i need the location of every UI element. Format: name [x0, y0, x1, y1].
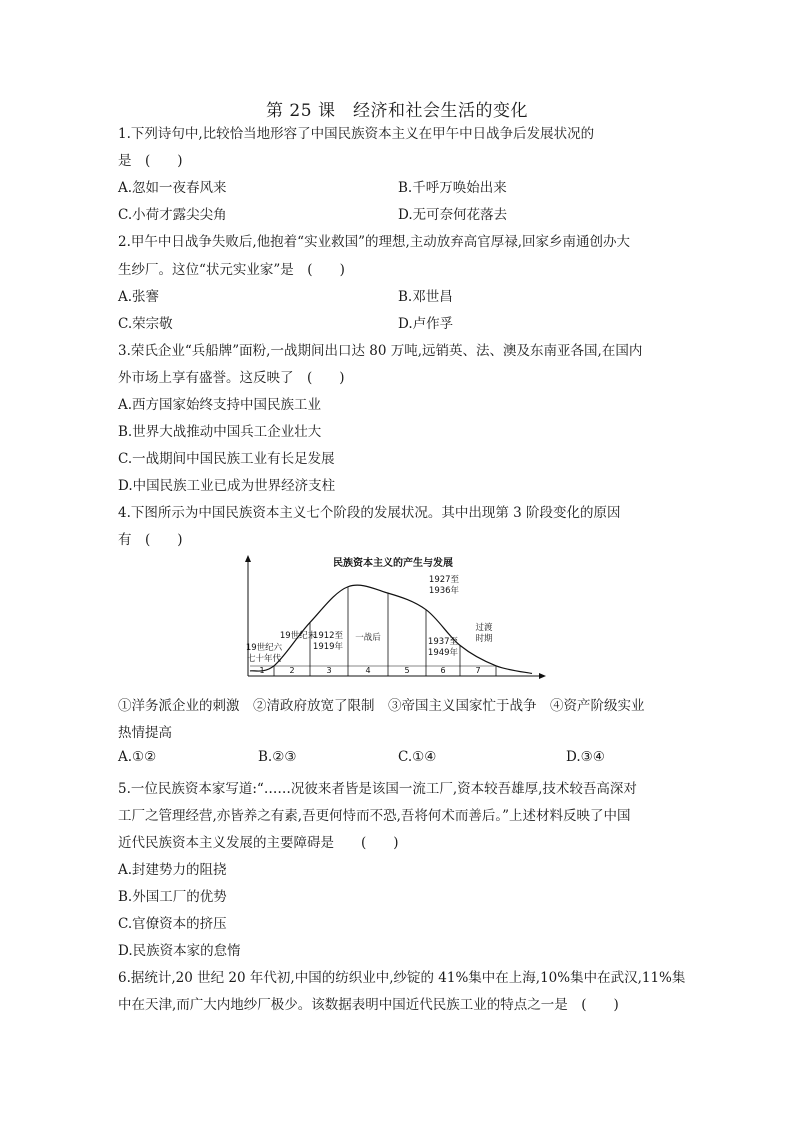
q3-option-c[interactable]: C.一战期间中国民族工业有长足发展 [118, 451, 335, 467]
q4-option-c[interactable]: C.①④ [398, 749, 437, 765]
q4-statements-line1: ①洋务派企业的刺激 ②清政府放宽了限制 ③帝国主义国家忙于战争 ④资产阶级实业 [118, 698, 645, 714]
stage-number: 7 [475, 666, 481, 675]
q1-stem-line2: 是 ( ) [118, 153, 183, 169]
q3-stem-line1: 3.荣氏企业“兵船牌”面粉,一战期间出口达 80 万吨,远销英、法、澳及东南亚各国,在国内 [118, 343, 643, 359]
stage-label: 七十年代 [246, 654, 282, 664]
q4-option-b[interactable]: B.②③ [258, 749, 297, 765]
q4-option-a[interactable]: A.①② [118, 749, 157, 765]
stage-label: 1919年 [312, 642, 344, 652]
q4-stem-line1: 4.下图所示为中国民族资本主义七个阶段的发展状况。其中出现第 3 阶段变化的原因 [118, 505, 621, 521]
stage-label: 时期 [475, 634, 493, 644]
capitalism-development-chart [238, 552, 548, 684]
stage-label: 19世纪末 [279, 631, 317, 641]
q5-option-d[interactable]: D.民族资本家的怠惰 [118, 943, 241, 959]
stage-label: 1949年 [427, 648, 459, 658]
q2-stem-line2: 生纱厂。这位“状元实业家”是 ( ) [118, 262, 345, 278]
q1-option-d[interactable]: D.无可奈何花落去 [398, 207, 508, 223]
stage-number: 6 [440, 666, 446, 675]
q2-option-d[interactable]: D.卢作孚 [398, 316, 454, 332]
q2-option-a[interactable]: A.张謇 [118, 289, 160, 305]
q2-option-b[interactable]: B.邓世昌 [398, 289, 453, 305]
q4-option-d[interactable]: D.③④ [566, 749, 605, 765]
q2-stem-line1: 2.甲午中日战争失败后,他抱着“实业救国”的理想,主动放弃高官厚禄,回家乡南通创办大 [118, 234, 631, 250]
q4-stem-line2: 有 ( ) [118, 532, 183, 548]
q4-statements-line2: 热情提高 [118, 725, 172, 741]
q2-option-c[interactable]: C.荣宗敬 [118, 316, 173, 332]
stage-number: 4 [365, 666, 371, 675]
q5-option-b[interactable]: B.外国工厂的优势 [118, 889, 227, 905]
q1-option-a[interactable]: A.忽如一夜春风来 [118, 180, 227, 196]
q5-option-c[interactable]: C.官僚资本的挤压 [118, 916, 227, 932]
stage-number: 2 [289, 666, 295, 675]
q5-stem-line2: 工厂之管理经营,亦皆养之有素,吾更何恃而不恐,吾将何术而善后。”上述材料反映了中国 [118, 808, 631, 824]
q1-option-b[interactable]: B.千呼万唤始出来 [398, 180, 507, 196]
q3-stem-line2: 外市场上享有盛誉。这反映了 ( ) [118, 370, 345, 386]
stage-label: 一战后 [355, 633, 381, 643]
q6-stem-line1: 6.据统计,20 世纪 20 年代初,中国的纺织业中,纱锭的 41%集中在上海,10%集中在武汉,11%集 [118, 970, 686, 986]
y-axis-arrow [245, 555, 251, 562]
chart-title: 民族资本主义的产生与发展 [333, 558, 453, 569]
stage-group [246, 575, 496, 676]
q3-option-a[interactable]: A.西方国家始终支持中国民族工业 [118, 397, 322, 413]
peak-label: 1936年 [428, 586, 460, 596]
stage-number: 5 [404, 666, 410, 675]
q3-option-b[interactable]: B.世界大战推动中国兵工企业壮大 [118, 424, 322, 440]
q1-stem-line1: 1.下列诗句中,比较恰当地形容了中国民族资本主义在甲午中日战争后发展状况的 [118, 126, 595, 142]
x-axis-arrow [539, 673, 546, 679]
q6-stem-line2: 中在天津,而广大内地纱厂极少。该数据表明中国近代民族工业的特点之一是 ( ) [118, 997, 619, 1013]
stage-label: 1912至 [312, 631, 344, 641]
stage-label: 19世纪六 [245, 643, 283, 653]
lesson-title: 第 25 课 经济和社会生活的变化 [266, 101, 528, 121]
q5-stem-line3: 近代民族资本主义发展的主要障碍是 ( ) [118, 835, 399, 851]
stage-label: 过渡 [475, 623, 493, 633]
q5-stem-line1: 5.一位民族资本家写道:“……况彼来者皆是该国一流工厂,资本较吾雄厚,技术较吾高深对 [118, 781, 637, 797]
q5-option-a[interactable]: A.封建势力的阻挠 [118, 862, 227, 878]
peak-label: 1927至 [428, 575, 460, 585]
stage-number: 1 [259, 666, 265, 675]
q3-option-d[interactable]: D.中国民族工业已成为世界经济支柱 [118, 478, 336, 494]
stage-label: 1937至 [427, 637, 459, 647]
q1-option-c[interactable]: C.小荷才露尖尖角 [118, 207, 227, 223]
stage-number: 3 [326, 666, 332, 675]
